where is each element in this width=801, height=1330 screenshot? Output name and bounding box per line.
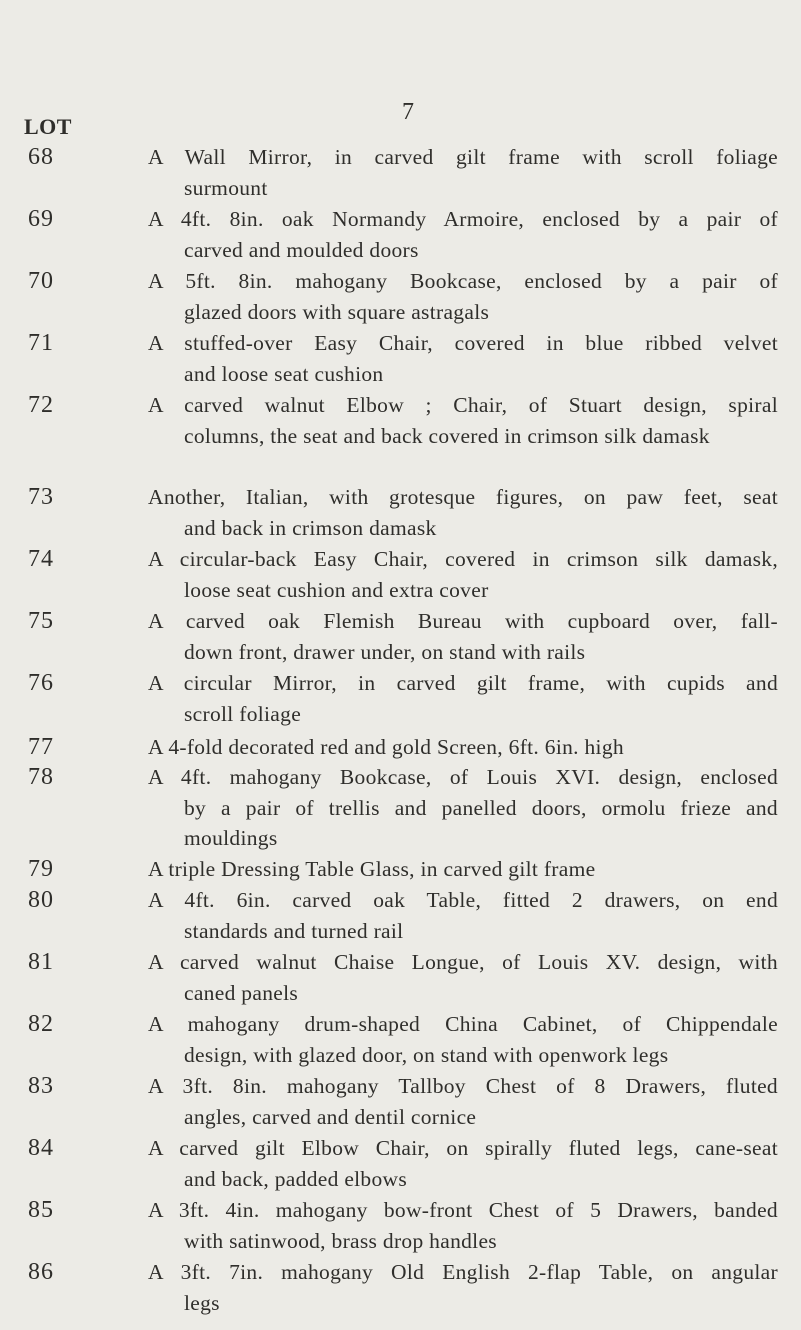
lot-description-continuation: surmount: [184, 175, 268, 200]
lot-number: 77: [28, 734, 54, 760]
lot-number: 75: [28, 608, 54, 634]
lot-description-line: A 3ft. 8in. mahogany Tallboy Chest of 8 Drawers, fluted: [148, 1074, 778, 1098]
lot-description: [148, 854, 778, 885]
lot-description: [148, 947, 778, 1008]
lot-description: [148, 762, 778, 854]
lot-number: 80: [28, 887, 54, 913]
lot-description: [148, 606, 778, 667]
lot-description-continuation: and back, padded elbows: [184, 1166, 408, 1191]
lot-description-continuation: glazed doors with square astragals: [184, 299, 490, 324]
lot-number: 70: [28, 268, 54, 294]
lot-description: [148, 885, 778, 946]
lot-number: 82: [28, 1011, 54, 1037]
lot-number: 79: [28, 856, 54, 882]
lot-number: 73: [28, 484, 54, 510]
lot-description-line: A 3ft. 7in. mahogany Old English 2-flap Table, on angular: [148, 1260, 778, 1284]
lot-description: [148, 328, 778, 389]
lot-number: 86: [28, 1259, 54, 1285]
lot-number: 85: [28, 1197, 54, 1223]
lot-description-line: A 4ft. mahogany Bookcase, of Louis XVI. design, enclosed: [148, 765, 778, 789]
lot-description-line: A triple Dressing Table Glass, in carved gilt frame: [148, 857, 596, 881]
lot-number: 76: [28, 670, 54, 696]
lot-description-line: A carved gilt Elbow Chair, on spirally fluted legs, cane-seat: [148, 1136, 778, 1160]
lot-number: 78: [28, 764, 54, 790]
lot-number: 83: [28, 1073, 54, 1099]
lot-description-continuation: carved and moulded doors: [184, 237, 419, 262]
lot-description: [148, 1133, 778, 1194]
lot-description-continuation: loose seat cushion and extra cover: [184, 577, 489, 602]
lot-description-continuation: scroll foliage: [184, 701, 302, 726]
lot-description-line: A circular Mirror, in carved gilt frame, with cupids and: [148, 671, 778, 695]
lot-description-continuation: design, with glazed door, on stand with openwork legs: [184, 1042, 669, 1067]
lot-description-continuation: by a pair of trellis and panelled doors, ormolu frieze and mouldings: [184, 795, 778, 850]
lot-description-line: A 5ft. 8in. mahogany Bookcase, enclosed by a pair of: [148, 269, 778, 293]
lot-number: 69: [28, 206, 54, 232]
lot-description-continuation: caned panels: [184, 980, 299, 1005]
lot-description-line: A carved oak Flemish Bureau with cupboard over, fall-: [148, 609, 778, 633]
lot-description: [148, 266, 778, 327]
lot-description-line: A mahogany drum-shaped China Cabinet, of Chippendale: [148, 1012, 778, 1036]
lot-number: 72: [28, 392, 54, 418]
lot-description-line: Another, Italian, with grotesque figures, on paw feet, seat: [148, 485, 778, 509]
page-number: 7: [402, 99, 414, 125]
lot-number: 71: [28, 330, 54, 356]
lot-number: 81: [28, 949, 54, 975]
lot-column-header: LOT: [24, 114, 72, 139]
lot-description-line: A 4-fold decorated red and gold Screen, 6ft. 6in. high: [148, 735, 624, 759]
lot-description-line: A Wall Mirror, in carved gilt frame with scroll foliage: [148, 145, 778, 169]
lot-number: 68: [28, 144, 54, 170]
lot-number: 84: [28, 1135, 54, 1161]
lot-description-continuation: legs: [184, 1290, 220, 1315]
lot-description-line: A carved walnut Chaise Longue, of Louis XV. design, with: [148, 950, 778, 974]
lot-number: 74: [28, 546, 54, 572]
lot-description: [148, 204, 778, 265]
lot-description-line: A carved walnut Elbow ; Chair, of Stuart design, spiral: [148, 393, 778, 417]
lot-description: [148, 668, 778, 729]
lot-description: [148, 142, 778, 203]
lot-description: [148, 1009, 778, 1070]
lot-description-continuation: with satinwood, brass drop handles: [184, 1228, 497, 1253]
lot-description-continuation: angles, carved and dentil cornice: [184, 1104, 477, 1129]
lot-description-line: A 4ft. 8in. oak Normandy Armoire, enclosed by a pair of: [148, 207, 778, 231]
lot-description: [148, 1195, 778, 1256]
lot-description-continuation: columns, the seat and back covered in crimson silk damask: [184, 423, 710, 448]
lot-description: [148, 1257, 778, 1318]
lot-description: [148, 544, 778, 605]
lot-description-line: A stuffed-over Easy Chair, covered in blue ribbed velvet: [148, 331, 778, 355]
lot-description-continuation: down front, drawer under, on stand with rails: [184, 639, 586, 664]
lot-description: [148, 732, 778, 763]
lot-description: [148, 390, 778, 451]
lot-description-continuation: and loose seat cushion: [184, 361, 384, 386]
lot-description: [148, 1071, 778, 1132]
lot-description-line: A 4ft. 6in. carved oak Table, fitted 2 drawers, on end: [148, 888, 778, 912]
lot-description-continuation: standards and turned rail: [184, 918, 404, 943]
lot-description-line: A 3ft. 4in. mahogany bow-front Chest of 5 Drawers, banded: [148, 1198, 778, 1222]
lot-description-line: A circular-back Easy Chair, covered in crimson silk damask,: [148, 547, 778, 571]
lot-description: [148, 482, 778, 543]
lot-description-continuation: and back in crimson damask: [184, 515, 437, 540]
